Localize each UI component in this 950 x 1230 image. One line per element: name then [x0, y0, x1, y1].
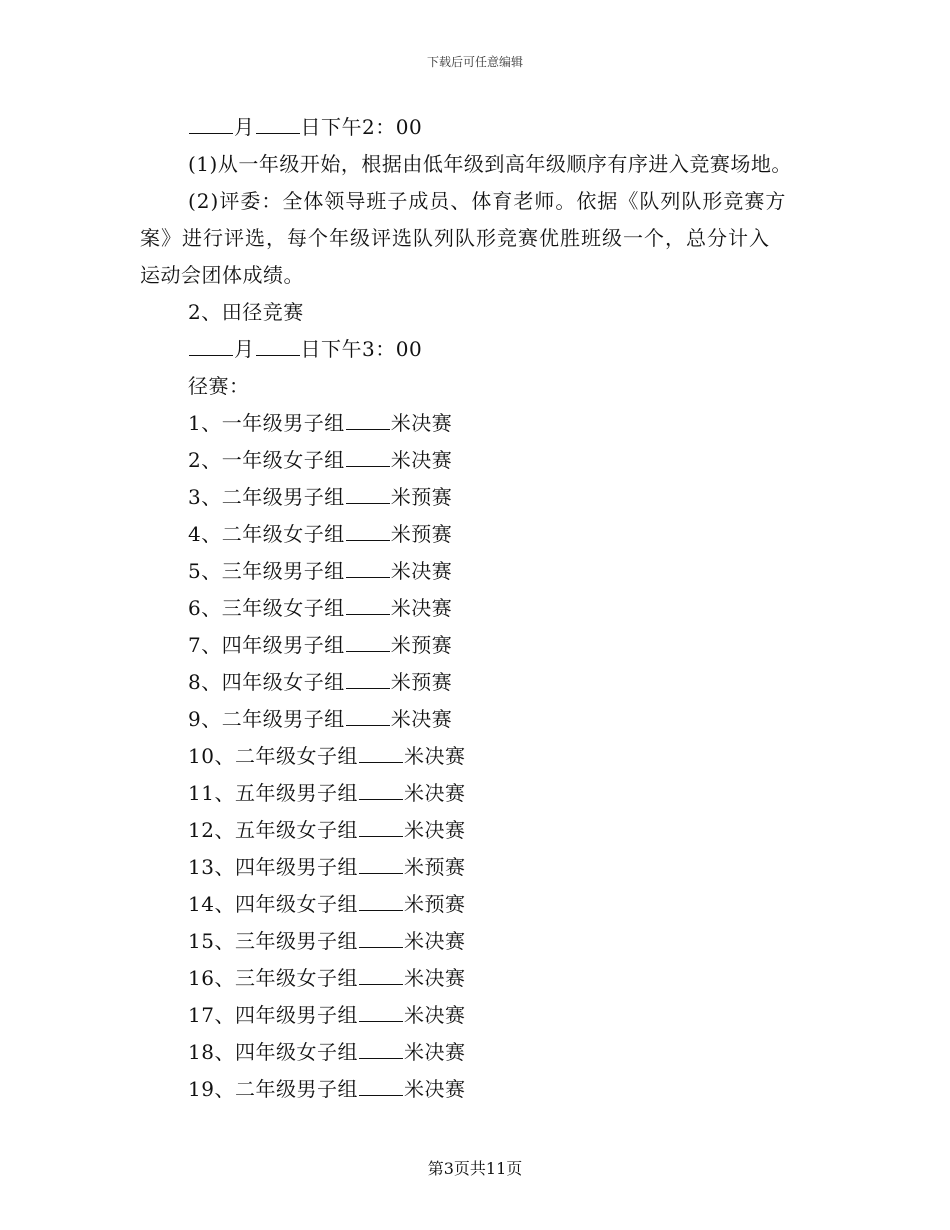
paragraph-2-line-2: 案》进行评选，每个年级评选队列队形竞赛优胜班级一个，总分计入: [140, 226, 770, 250]
event-type: 米决赛: [403, 929, 466, 953]
distance-blank: [346, 559, 390, 578]
month-label: 月: [234, 337, 255, 361]
distance-blank: [346, 522, 390, 541]
event-label: 4、二年级女子组: [188, 522, 345, 546]
distance-blank: [346, 448, 390, 467]
distance-blank: [359, 1077, 403, 1096]
event-type: 米决赛: [403, 781, 466, 805]
event-type: 米决赛: [403, 966, 466, 990]
event-type: 米预赛: [390, 633, 453, 657]
event-item: [188, 817, 465, 843]
event-label: 17、四年级男子组: [188, 1003, 358, 1027]
event-type: 米决赛: [390, 559, 453, 583]
event-type: 米决赛: [403, 1040, 466, 1064]
event-type: 米决赛: [403, 1077, 466, 1101]
time-text: 日下午2：00: [300, 115, 423, 139]
event-item: [188, 854, 465, 880]
track-label: 径赛：: [188, 374, 250, 398]
event-label: 16、三年级女子组: [188, 966, 358, 990]
distance-blank: [359, 1003, 403, 1022]
event-type: 米决赛: [390, 411, 453, 435]
event-label: 5、三年级男子组: [188, 559, 345, 583]
event-type: 米预赛: [390, 485, 453, 509]
event-label: 13、四年级男子组: [188, 855, 358, 879]
month-blank: [189, 115, 233, 134]
event-item: [188, 1002, 465, 1028]
event-type: 米决赛: [390, 448, 453, 472]
day-blank: [256, 337, 300, 356]
event-label: 19、二年级男子组: [188, 1077, 358, 1101]
paragraph-2-line-3: 运动会团体成绩。: [140, 263, 304, 287]
distance-blank: [359, 855, 403, 874]
distance-blank: [346, 485, 390, 504]
event-type: 米预赛: [403, 855, 466, 879]
event-type: 米决赛: [403, 1003, 466, 1027]
distance-blank: [346, 707, 390, 726]
section-heading: 2、田径竞赛: [188, 300, 304, 324]
distance-blank: [359, 892, 403, 911]
event-type: 米预赛: [390, 670, 453, 694]
paragraph-1: (1)从一年级开始，根据由低年级到高年级顺序有序进入竞赛场地。: [188, 152, 792, 176]
time-text: 日下午3：00: [300, 337, 423, 361]
event-item: [188, 1076, 465, 1102]
event-item: [188, 484, 452, 510]
event-label: 2、一年级女子组: [188, 448, 345, 472]
event-type: 米决赛: [403, 818, 466, 842]
event-label: 14、四年级女子组: [188, 892, 358, 916]
event-label: 15、三年级男子组: [188, 929, 358, 953]
day-blank: [256, 115, 300, 134]
event-item: [188, 965, 465, 991]
time-line-1: [188, 114, 422, 140]
event-item: [188, 743, 465, 769]
event-type: 米决赛: [403, 744, 466, 768]
event-type: 米决赛: [390, 596, 453, 620]
event-type: 米预赛: [390, 522, 453, 546]
event-label: 12、五年级女子组: [188, 818, 358, 842]
distance-blank: [346, 670, 390, 689]
event-item: [188, 780, 465, 806]
event-item: [188, 447, 452, 473]
event-label: 11、五年级男子组: [188, 781, 358, 805]
event-label: 10、二年级女子组: [188, 744, 358, 768]
event-label: 8、四年级女子组: [188, 670, 345, 694]
time-line-2: [188, 336, 422, 362]
event-label: 6、三年级女子组: [188, 596, 345, 620]
event-item: [188, 632, 452, 658]
event-item: [188, 669, 452, 695]
event-item: [188, 706, 452, 732]
event-label: 1、一年级男子组: [188, 411, 345, 435]
distance-blank: [359, 781, 403, 800]
month-blank: [189, 337, 233, 356]
event-item: [188, 928, 465, 954]
distance-blank: [359, 929, 403, 948]
event-item: [188, 521, 452, 547]
distance-blank: [346, 411, 390, 430]
event-type: 米决赛: [390, 707, 453, 731]
distance-blank: [359, 966, 403, 985]
event-type: 米预赛: [403, 892, 466, 916]
event-item: [188, 558, 452, 584]
event-label: 3、二年级男子组: [188, 485, 345, 509]
distance-blank: [359, 1040, 403, 1059]
page-footer: 第3页共11页: [427, 1159, 523, 1178]
distance-blank: [346, 633, 390, 652]
event-item: [188, 891, 465, 917]
event-label: 18、四年级女子组: [188, 1040, 358, 1064]
page-header: 下载后可任意编辑: [426, 55, 523, 69]
event-item: [188, 595, 452, 621]
event-label: 7、四年级男子组: [188, 633, 345, 657]
event-item: [188, 410, 452, 436]
distance-blank: [359, 744, 403, 763]
month-label: 月: [234, 115, 255, 139]
paragraph-2-line-1: (2)评委：全体领导班子成员、体育老师。依据《队列队形竞赛方: [188, 189, 787, 213]
event-label: 9、二年级男子组: [188, 707, 345, 731]
distance-blank: [359, 818, 403, 837]
distance-blank: [346, 596, 390, 615]
event-item: [188, 1039, 465, 1065]
